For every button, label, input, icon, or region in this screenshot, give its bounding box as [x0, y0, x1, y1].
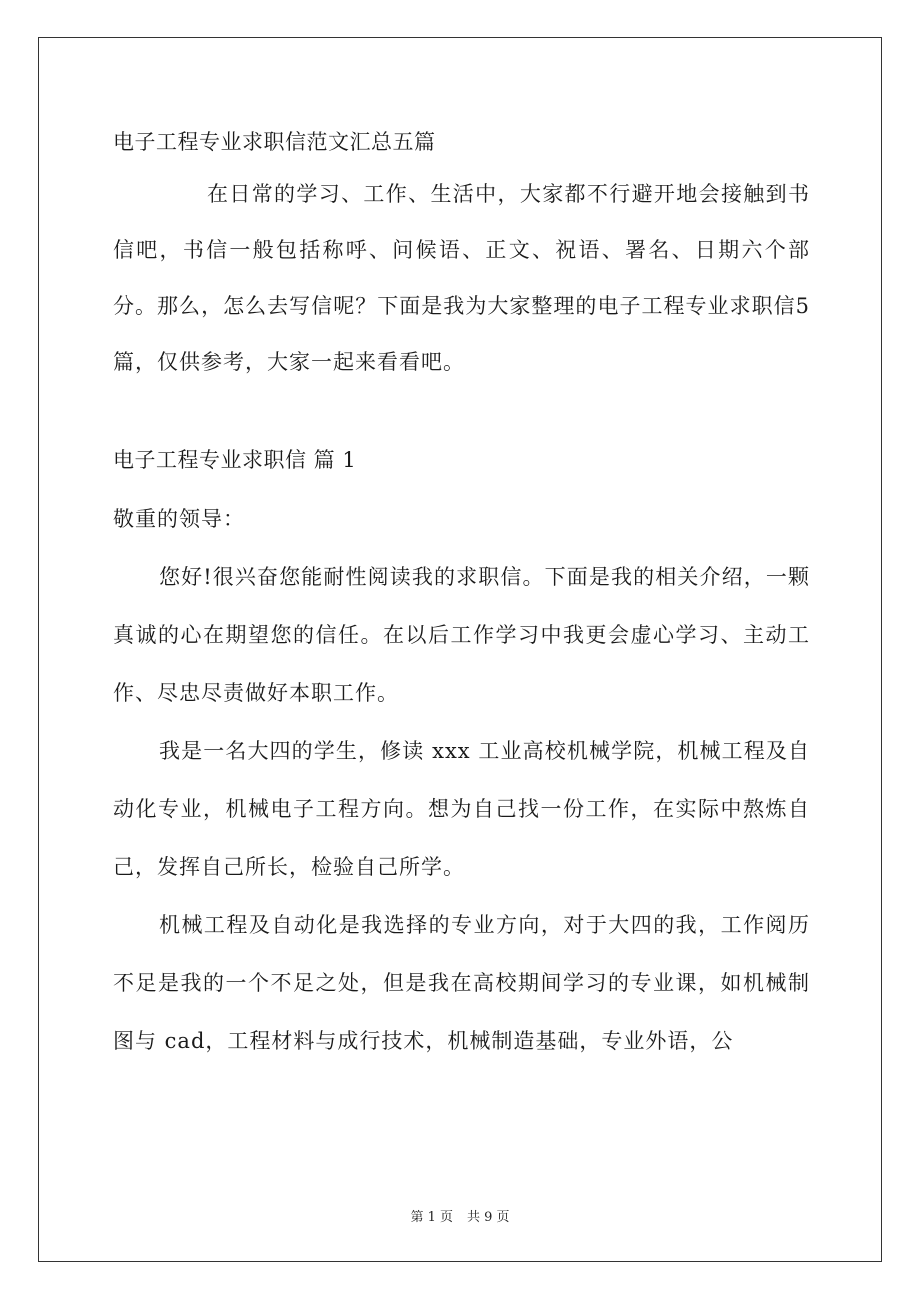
salutation: 敬重的领导： [113, 507, 245, 531]
intro-paragraph: 在日常的学习、工作、生活中，大家都不行避开地会接触到书信吧，书信一般包括称呼、问候语、正文、祝语、署名、日期六个部分。那么，怎么去写信呢？下面是我为大家整理的电子工程专业求职信5篇，仅供参考，大家一起来看看吧。 [113, 182, 810, 374]
document-title: 电子工程专业求职信范文汇总五篇 [113, 130, 436, 154]
body-paragraph-1: 您好!很兴奋您能耐性阅读我的求职信。下面是我的相关介绍，一颗真诚的心在期望您的信任。在以后工作学习中我更会虚心学习、主动工作、尽忠尽责做好本职工作。 [113, 565, 810, 705]
body-paragraph-3: 机械工程及自动化是我选择的专业方向，对于大四的我，工作阅历不足是我的一个不足之处，但是我在高校期间学习的专业课，如机械制图与 cad，工程材料与成行技术，机械制造基础，专业外语，公 [113, 913, 810, 1053]
body-paragraph-2: 我是一名大四的学生，修读 xxx 工业高校机械学院，机械工程及自动化专业，机械电子工程方向。想为自己找一份工作，在实际中熬炼自己，发挥自己所长，检验自己所学。 [113, 739, 810, 879]
section-heading: 电子工程专业求职信 篇 1 [113, 448, 357, 472]
page-footer [0, 1206, 920, 1225]
page-number: 第 1 页 [410, 1210, 453, 1225]
document-body [113, 118, 810, 1070]
page-total: 共 9 页 [467, 1210, 510, 1225]
